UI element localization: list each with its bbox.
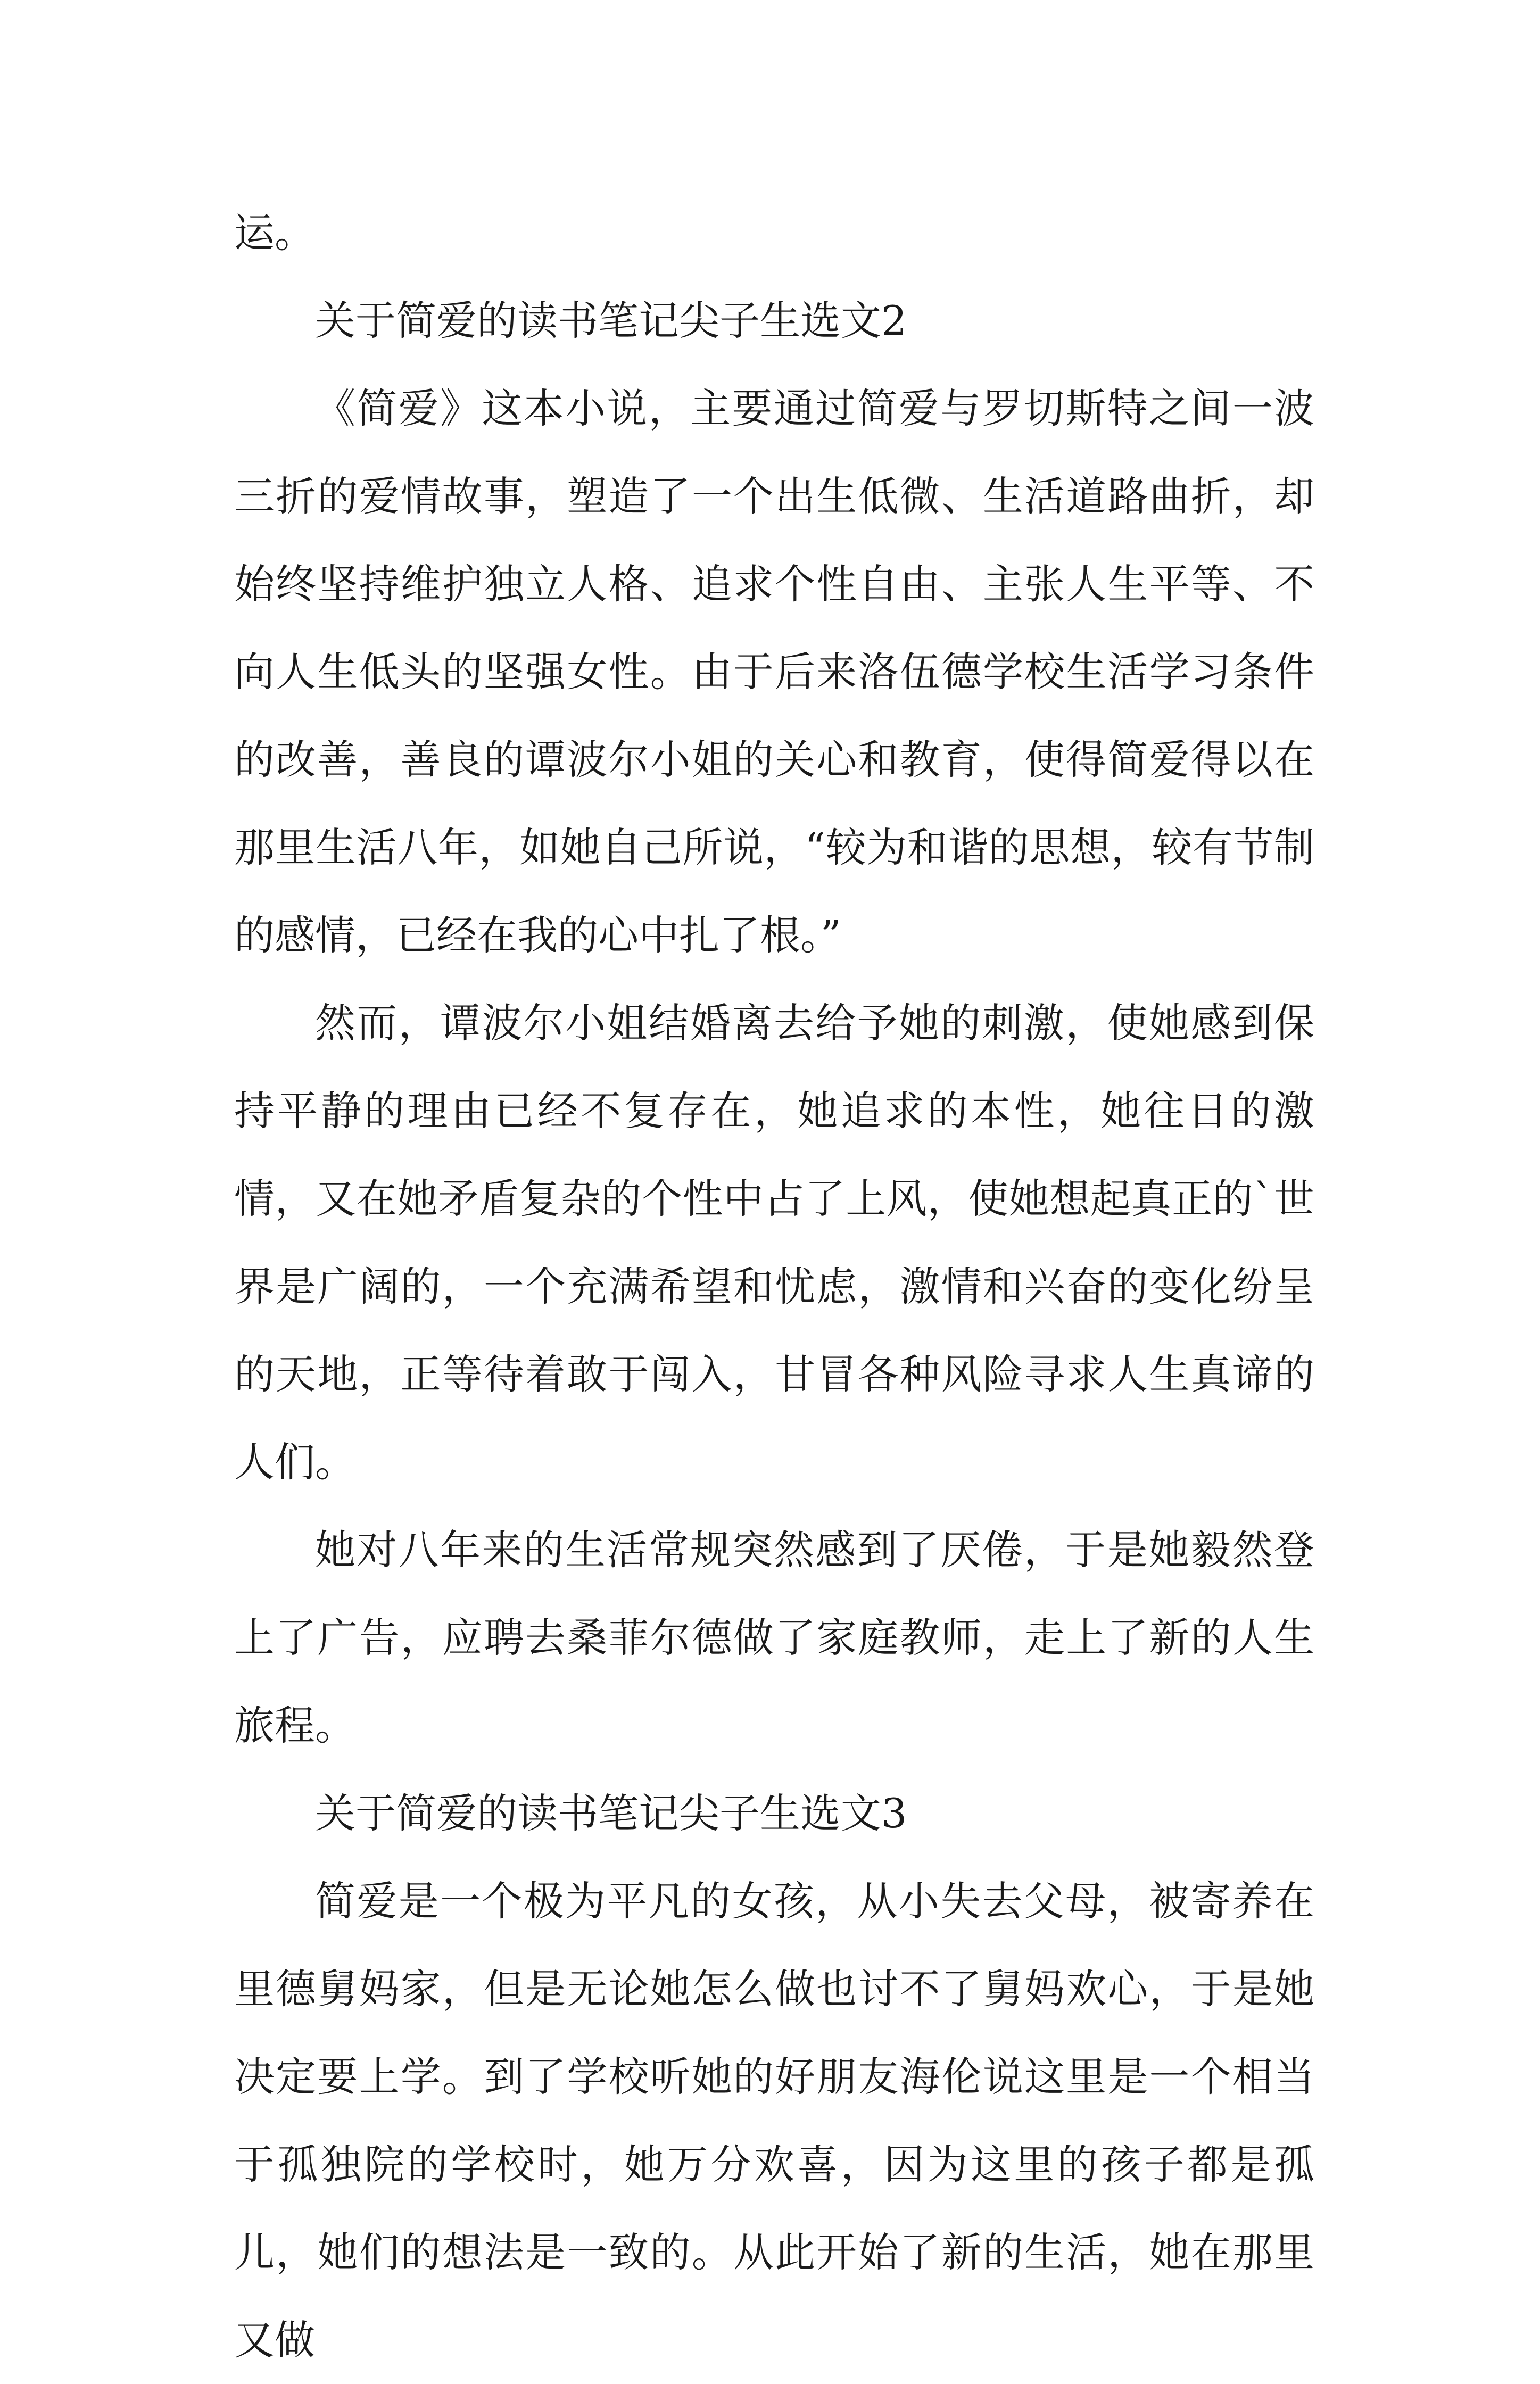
section-heading-3: 关于简爱的读书笔记尖子生选文3: [315, 1790, 907, 1837]
paragraph-continuation: 运。: [234, 209, 315, 256]
document-body: [234, 189, 1314, 2384]
paragraph: 简爱是一个极为平凡的女孩，从小失去父母，被寄养在里德舅妈家，但是无论她怎么做也讨不了舅妈欢心，于是她决定要上学。到了学校听她的好朋友海伦说这里是一个相当于孤独院的学校时，她万分欢喜，因为这里的孩子都是孤儿，她们的想法是一致的。从此开始了新的生活，她在那里又做: [234, 1877, 1314, 2364]
paragraph: 她对八年来的生活常规突然感到了厌倦，于是她毅然登上了广告，应聘去桑菲尔德做了家庭教师，走上了新的人生旅程。: [234, 1526, 1314, 1749]
section-heading-2: 关于简爱的读书笔记尖子生选文2: [315, 297, 907, 344]
paragraph: 《简爱》这本小说，主要通过简爱与罗切斯特之间一波三折的爱情故事，塑造了一个出生低微、生活道路曲折，却始终坚持维护独立人格、追求个性自由、主张人生平等、不向人生低头的坚强女性。由于后来洛伍德学校生活学习条件的改善，善良的谭波尔小姐的关心和教育，使得简爱得以在那里生活八年，如她自己所说，“较为和谐的思想，较有节制的感情，已经在我的心中扎了根。”: [234, 385, 1314, 959]
paragraph: 然而，谭波尔小姐结婚离去给予她的刺激，使她感到保持平静的理由已经不复存在，她追求的本性，她往日的激情，又在她矛盾复杂的个性中占了上风，使她想起真正的`世界是广阔的，一个充满希望和忧虑，激情和兴奋的变化纷呈的天地，正等待着敢于闯入，甘冒各种风险寻求人生真谛的人们。: [234, 999, 1314, 1486]
